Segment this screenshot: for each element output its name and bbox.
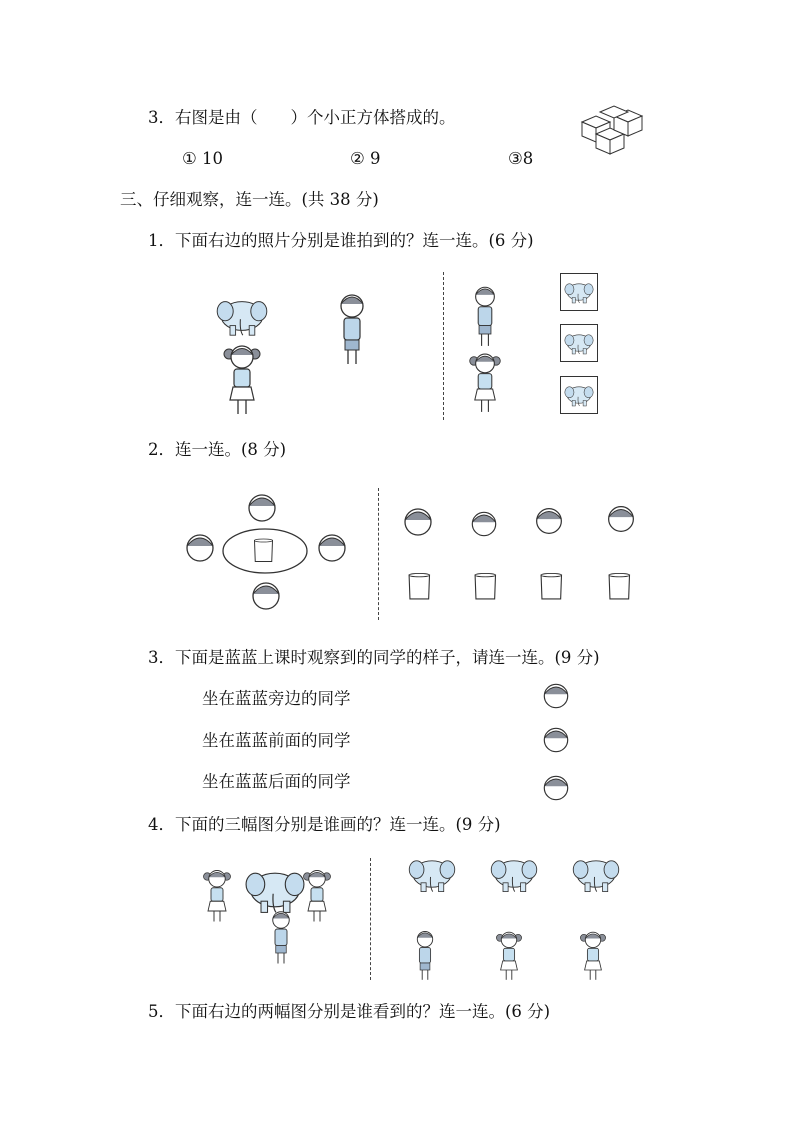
q1-photo-side-2[interactable] (560, 376, 598, 414)
q2-face-3[interactable] (530, 502, 568, 540)
q1-text: 1．下面右边的照片分别是谁拍到的？连一连。(6 分) (148, 231, 534, 250)
q4-girl-left (200, 866, 234, 926)
q1-girl-figure (222, 340, 262, 420)
q3-head-front[interactable] (538, 770, 574, 806)
cube-question: 3．右图是由（ ）个小正方体搭成的。 (148, 108, 456, 127)
q1-boy-camera-figure (332, 290, 372, 370)
q4-girl-right (300, 866, 334, 926)
option-2[interactable]: ② 9 (350, 149, 381, 168)
q2-boy-front (246, 576, 286, 616)
q4-drawing-side[interactable] (488, 852, 540, 896)
q3-row-front[interactable]: 坐在蓝蓝前面的同学 (202, 731, 351, 750)
q2-cup-1[interactable] (404, 570, 438, 604)
q2-cup-4[interactable] (604, 570, 638, 604)
q2-cup-3[interactable] (536, 570, 570, 604)
q1-divider (443, 272, 444, 420)
q2-girl-back (242, 488, 282, 528)
q4-drawing-back[interactable] (570, 852, 622, 896)
q1-option-boy[interactable] (468, 282, 502, 352)
q2-text: 2．连一连。(8 分) (148, 440, 287, 459)
q2-girl-right (312, 528, 352, 568)
q2-divider (378, 488, 379, 620)
q5-text: 5．下面右边的两幅图分别是谁看到的？连一连。(6 分) (148, 1002, 551, 1021)
q4-text: 4．下面的三幅图分别是谁画的？连一连。(9 分) (148, 815, 501, 834)
q1-photo-front[interactable] (560, 273, 598, 311)
q2-cup-2[interactable] (470, 570, 504, 604)
q2-table (222, 528, 308, 574)
q4-artist-boy[interactable] (408, 928, 442, 984)
q4-artist-girl-2[interactable] (576, 928, 610, 984)
q2-boy-left (180, 528, 220, 568)
q2-face-1[interactable] (398, 502, 438, 542)
q2-face-2[interactable] (466, 506, 502, 542)
section-heading: 三、仔细观察，连一连。(共 38 分) (120, 190, 379, 209)
q1-photo-side-1[interactable] (560, 324, 598, 362)
q1-elephant-figure (214, 288, 270, 344)
q3-head-back[interactable] (538, 678, 574, 714)
q3-row-beside[interactable]: 坐在蓝蓝旁边的同学 (202, 689, 351, 708)
q4-boy-back (264, 908, 298, 968)
q3-head-side[interactable] (538, 722, 574, 758)
q3-row-back[interactable]: 坐在蓝蓝后面的同学 (202, 772, 351, 791)
option-1[interactable]: ① 10 (182, 149, 224, 168)
q4-drawing-front[interactable] (406, 852, 458, 896)
q4-divider (370, 858, 371, 980)
q4-artist-girl-1[interactable] (492, 928, 526, 984)
option-3[interactable]: ③8 (508, 149, 534, 168)
cube-stack-figure (578, 104, 648, 156)
q3-text: 3．下面是蓝蓝上课时观察到的同学的样子，请连一连。(9 分) (148, 648, 600, 667)
q2-face-4[interactable] (602, 500, 640, 538)
q1-option-girl[interactable] (468, 348, 502, 418)
